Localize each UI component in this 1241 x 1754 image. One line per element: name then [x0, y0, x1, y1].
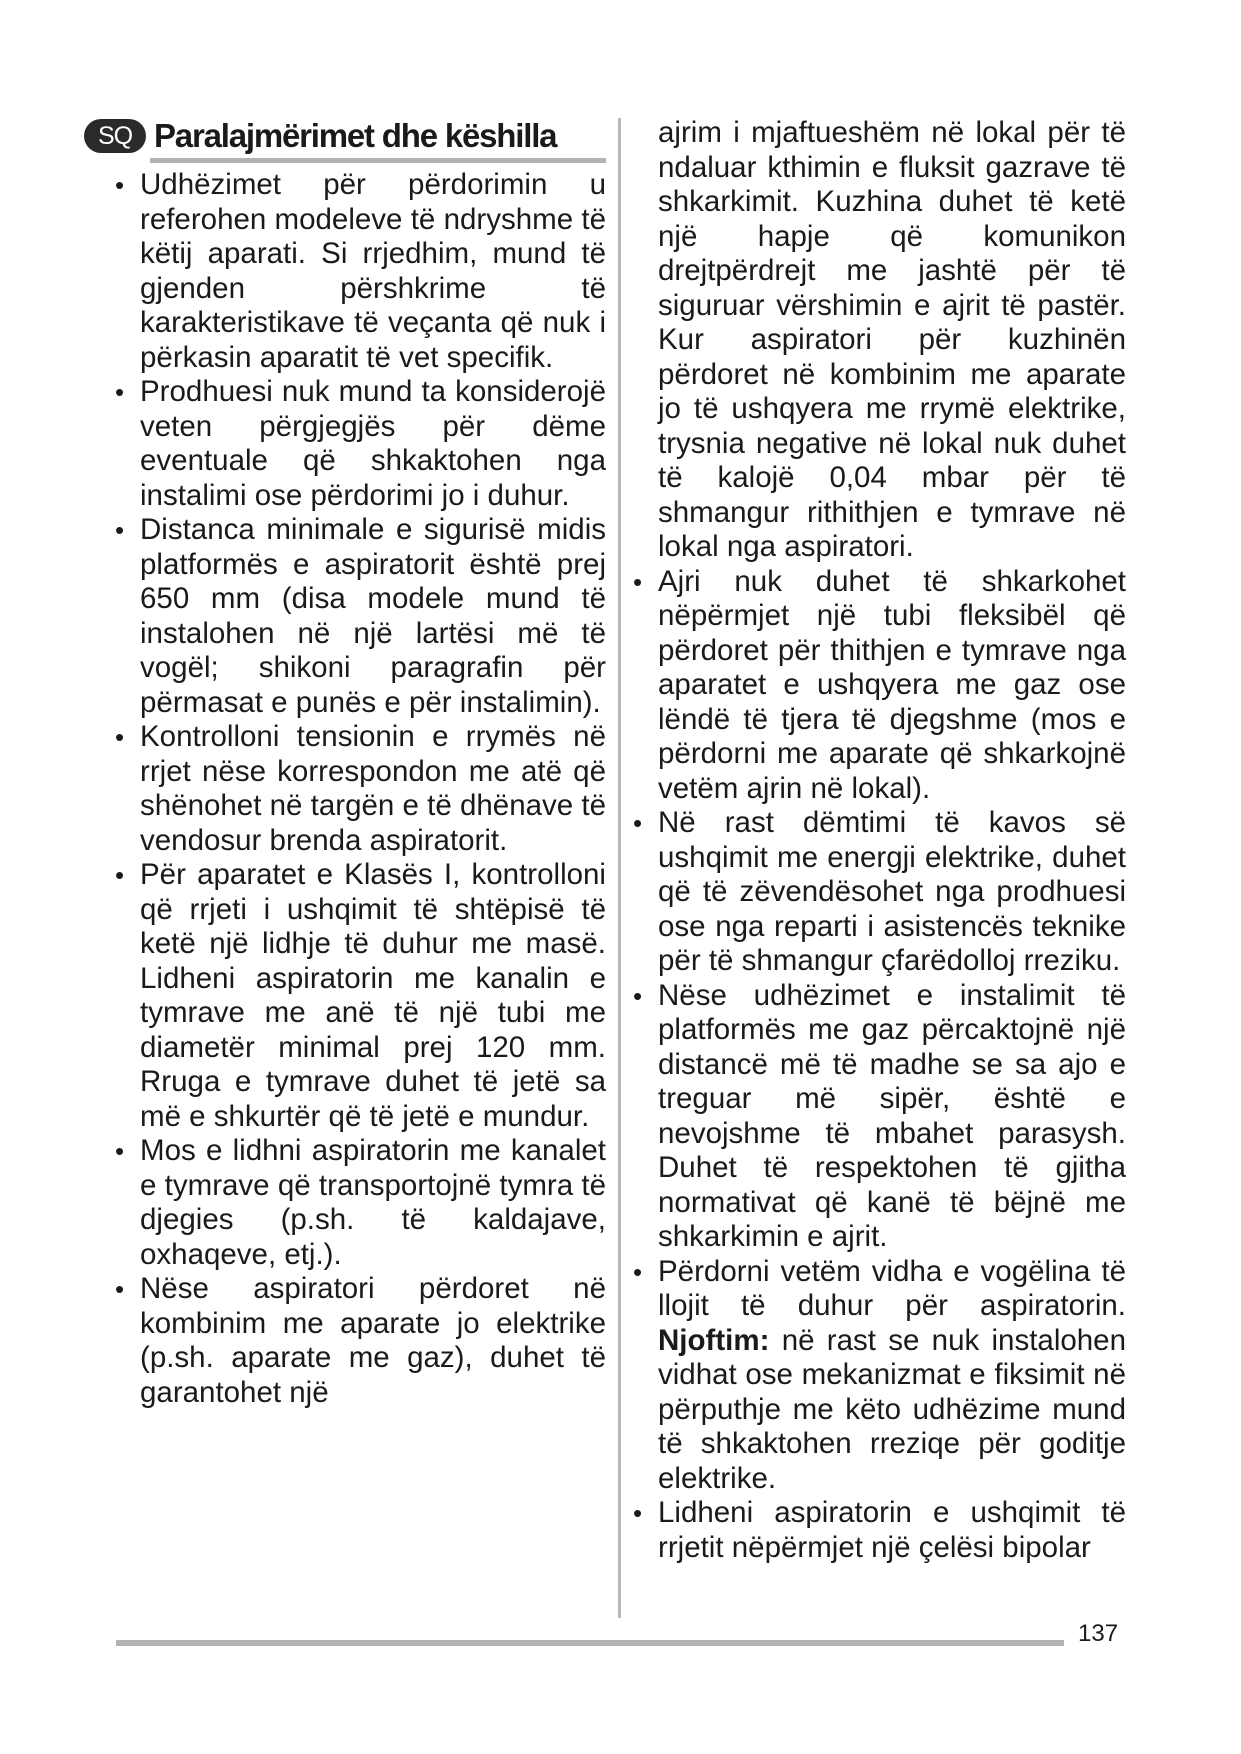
- list-item: • Nëse udhëzimet e instalimit të platformës me gaz përcaktojnë një distancë më të madhe se sa ajo e treguar më sipër, është e nevojshme të mbahet parasysh. Duhet të respektohen të gjitha normativat që kanë të bëjnë me shkarkimin e ajrit.: [633, 978, 1126, 1253]
- list-item: • Udhëzimet për përdorimin u referohen modeleve të ndryshme të këtij aparati. Si rrjedhim, mund të gjenden përshkrime të karakteristikave të veçanta që nuk i përkasin aparatit të vet specifik.: [115, 168, 606, 374]
- list-item: • Mos e lidhni aspiratorin me kanalet e tymrave që transportojnë tymra të djegies (p.sh. të kaldajave, oxhaqeve, etj.).: [115, 1134, 606, 1271]
- list-item: • Kontrolloni tensionin e rrymës në rrjet nëse korrespondon me atë që shënohet në targën e të dhënave të vendosur brenda aspiratorit.: [115, 720, 606, 857]
- list-item: • Për aparatet e Klasës I, kontrolloni që rrjeti i ushqimit të shtëpisë të ketë një lidhje të duhur me masë. Lidheni aspiratorin me kanalin e tymrave me anë të një tubi me diametër minimal prej 120 mm. Rruga e tymrave duhet të jetë sa më e shkurtër që të jetë e mundur.: [115, 858, 606, 1133]
- list-item: • Lidheni aspiratorin e ushqimit të rrjetit nëpërmjet një çelësi bipolar: [633, 1496, 1126, 1564]
- footer-rule: [116, 1640, 1064, 1646]
- list-item: • Distanca minimale e sigurisë midis platformës e aspiratorit është prej 650 mm (disa modele mund të instalohen në një lartësi më të vogël; shikoni paragrafin për përmasat e punës e për instalimin).: [115, 513, 606, 719]
- list-item-continuation: ajrim i mjaftueshëm në lokal për të ndaluar kthimin e fluksit gazrave të shkarkimit. Kuzhina duhet të ketë një hapje që komunikon drejtpërdrejt me jashtë për të siguruar vërshimin e ajrit të pastër. Kur aspiratori për kuzhinën përdoret në kombinim me aparate jo të ushqyera me rrymë elektrike, trysnia negative në lokal nuk duhet të kalojë 0,04 mbar për të shmangur rithithjen e tymrave në lokal nga aspiratori.: [658, 116, 1126, 563]
- language-badge: SQ: [84, 119, 146, 153]
- column-divider: [618, 118, 621, 1618]
- list-item: • Në rast dëmtimi të kavos së ushqimit me energji elektrike, duhet që të zëvendësohet nga prodhuesi ose nga reparti i asistencës teknike për të shmangur çfarëdolloj rreziku.: [633, 806, 1126, 977]
- left-column: [112, 168, 606, 1410]
- list-item: • Përdorni vetëm vidha e vogëlina të llojit të duhur për aspiratorin. Njoftim: në rast se nuk instalohen vidhat ose mekanizmat e fiksimit në përputhje me këto udhëzime mund të shkaktohen rreziqe për goditje elektrike.: [633, 1254, 1126, 1495]
- section-header: [84, 114, 606, 158]
- title-underline: [150, 158, 606, 163]
- list-item: • Nëse aspiratori përdoret në kombinim me aparate jo elektrike (p.sh. aparate me gaz), duhet të garantohet një: [115, 1272, 606, 1409]
- notice-label: Njoftim:: [658, 1323, 770, 1357]
- list-item: • Prodhuesi nuk mund ta konsiderojë veten përgjegjës për dëme eventuale që shkaktohen nga instalimi ose përdorimi jo i duhur.: [115, 375, 606, 512]
- page-number: 137: [1078, 1620, 1119, 1647]
- page-title: Paralajmërimet dhe këshilla: [154, 117, 557, 154]
- list-item: • Ajri nuk duhet të shkarkohet nëpërmjet një tubi fleksibël që përdoret për thithjen e tymrave nga aparatet e ushqyera me gaz ose lëndë të tjera të djegshme (mos e përdorni me aparate që shkarkojnë vetëm ajrin në lokal).: [633, 564, 1126, 805]
- right-column: [630, 116, 1126, 1565]
